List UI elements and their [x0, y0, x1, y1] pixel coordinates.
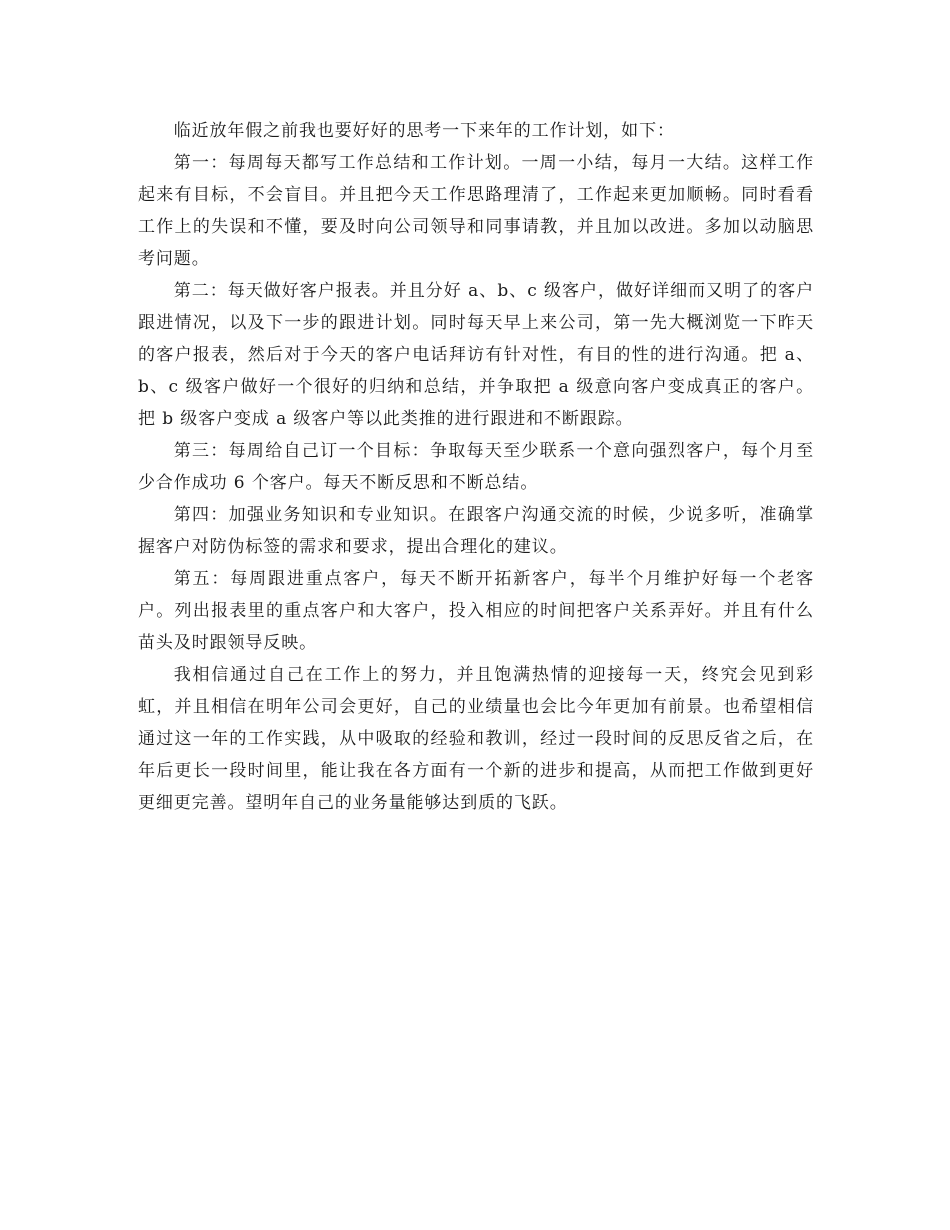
plan-item-3-paragraph: 第三：每周给自己订一个目标：争取每天至少联系一个意向强烈客户，每个月至少合作成功 6 个客户。每天不断反思和不断总结。	[138, 441, 814, 493]
document-body	[138, 115, 814, 819]
plan-item-5-paragraph: 第五：每周跟进重点客户，每天不断开拓新客户，每半个月维护好每一个老客户。列出报表里的重点客户和大客户，投入相应的时间把客户关系弄好。并且有什么苗头及时跟领导反映。	[138, 569, 814, 653]
closing-paragraph: 我相信通过自己在工作上的努力，并且饱满热情的迎接每一天，终究会见到彩虹，并且相信在明年公司会更好，自己的业绩量也会比今年更加有前景。也希望相信通过这一年的工作实践，从中吸取的经验和教训，经过一段时间的反思反省之后，在年后更长一段时间里，能让我在各方面有一个新的进步和提高，从而把工作做到更好更细更完善。望明年自己的业务量能够达到质的飞跃。	[138, 665, 814, 813]
plan-item-4-paragraph: 第四：加强业务知识和专业知识。在跟客户沟通交流的时候，少说多听，准确掌握客户对防伪标签的需求和要求，提出合理化的建议。	[138, 505, 814, 557]
plan-item-2-paragraph: 第二：每天做好客户报表。并且分好 a、b、c 级客户，做好详细而又明了的客户跟进情况，以及下一步的跟进计划。同时每天早上来公司，第一先大概浏览一下昨天的客户报表，然后对于今天的客户电话拜访有针对性，有目的性的进行沟通。把 a、b、c 级客户做好一个很好的归纳和总结，并争取把 a 级意向客户变成真正的客户。把 b 级客户变成 a 级客户等以此类推的进行跟进和不断跟踪。	[138, 281, 814, 429]
plan-item-1-paragraph: 第一：每周每天都写工作总结和工作计划。一周一小结，每月一大结。这样工作起来有目标，不会盲目。并且把今天工作思路理清了，工作起来更加顺畅。同时看看工作上的失误和不懂，要及时向公司领导和同事请教，并且加以改进。多加以动脑思考问题。	[138, 153, 814, 269]
intro-paragraph: 临近放年假之前我也要好好的思考一下来年的工作计划，如下：	[173, 121, 675, 141]
